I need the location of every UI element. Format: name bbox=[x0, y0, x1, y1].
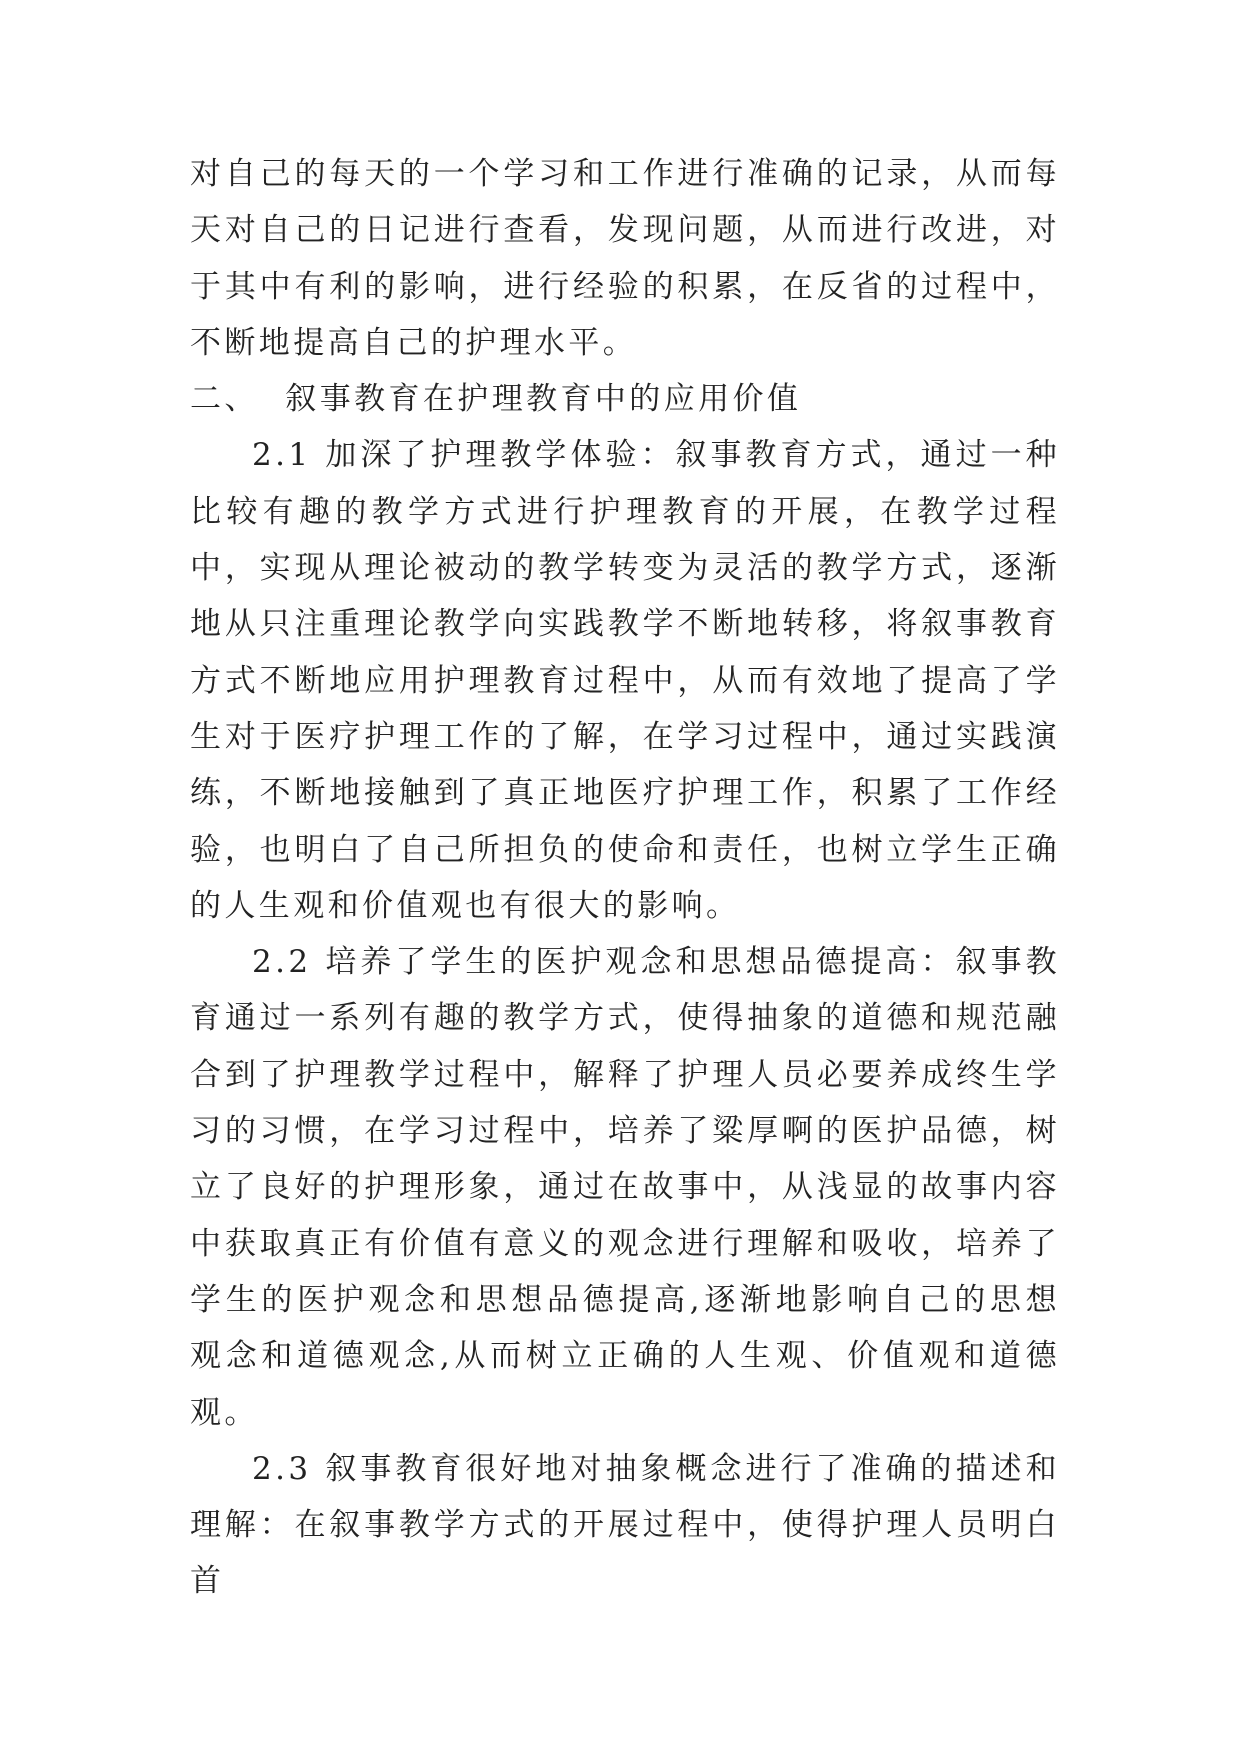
paragraph-2-3: 2.3 叙事教育很好地对抽象概念进行了准确的描述和理解：在叙事教学方式的开展过程中，使得护理人员明白首 bbox=[190, 1450, 1060, 1600]
document-body bbox=[190, 146, 1060, 1610]
paragraph-2-1: 2.1 加深了护理教学体验：叙事教育方式，通过一种比较有趣的教学方式进行护理教育的开展，在教学过程中，实现从理论被动的教学转变为灵活的教学方式，逐渐地从只注重理论教学向实践教学不断地转移，将叙事教育方式不断地应用护理教育过程中，从而有效地了提高了学生对于医疗护理工作的了解，在学习过程中，通过实践演练，不断地接触到了真正地医疗护理工作，积累了工作经验，也明白了自己所担负的使命和责任，也树立学生正确的人生观和价值观也有很大的影响。 bbox=[190, 437, 1060, 924]
paragraph-2-2: 2.2 培养了学生的医护观念和思想品德提高：叙事教育通过一系列有趣的教学方式，使得抽象的道德和规范融合到了护理教学过程中，解释了护理人员必要养成终生学习的习惯，在学习过程中，培养了粱厚啊的医护品德，树立了良好的护理形象，通过在故事中，从浅显的故事内容中获取真正有价值有意义的观念进行理解和吸收，培养了学生的医护观念和思想品德提高,逐渐地影响自己的思想观念和道德观念,从而树立正确的人生观、价值观和道德观。 bbox=[190, 944, 1060, 1431]
paragraph-continuation: 对自己的每天的一个学习和工作进行准确的记录，从而每天对自己的日记进行查看，发现问题，从而进行改进，对于其中有利的影响，进行经验的积累，在反省的过程中，不断地提高自己的护理水平。 bbox=[190, 156, 1060, 361]
section-heading: 二、 叙事教育在护理教育中的应用价值 bbox=[190, 381, 802, 418]
